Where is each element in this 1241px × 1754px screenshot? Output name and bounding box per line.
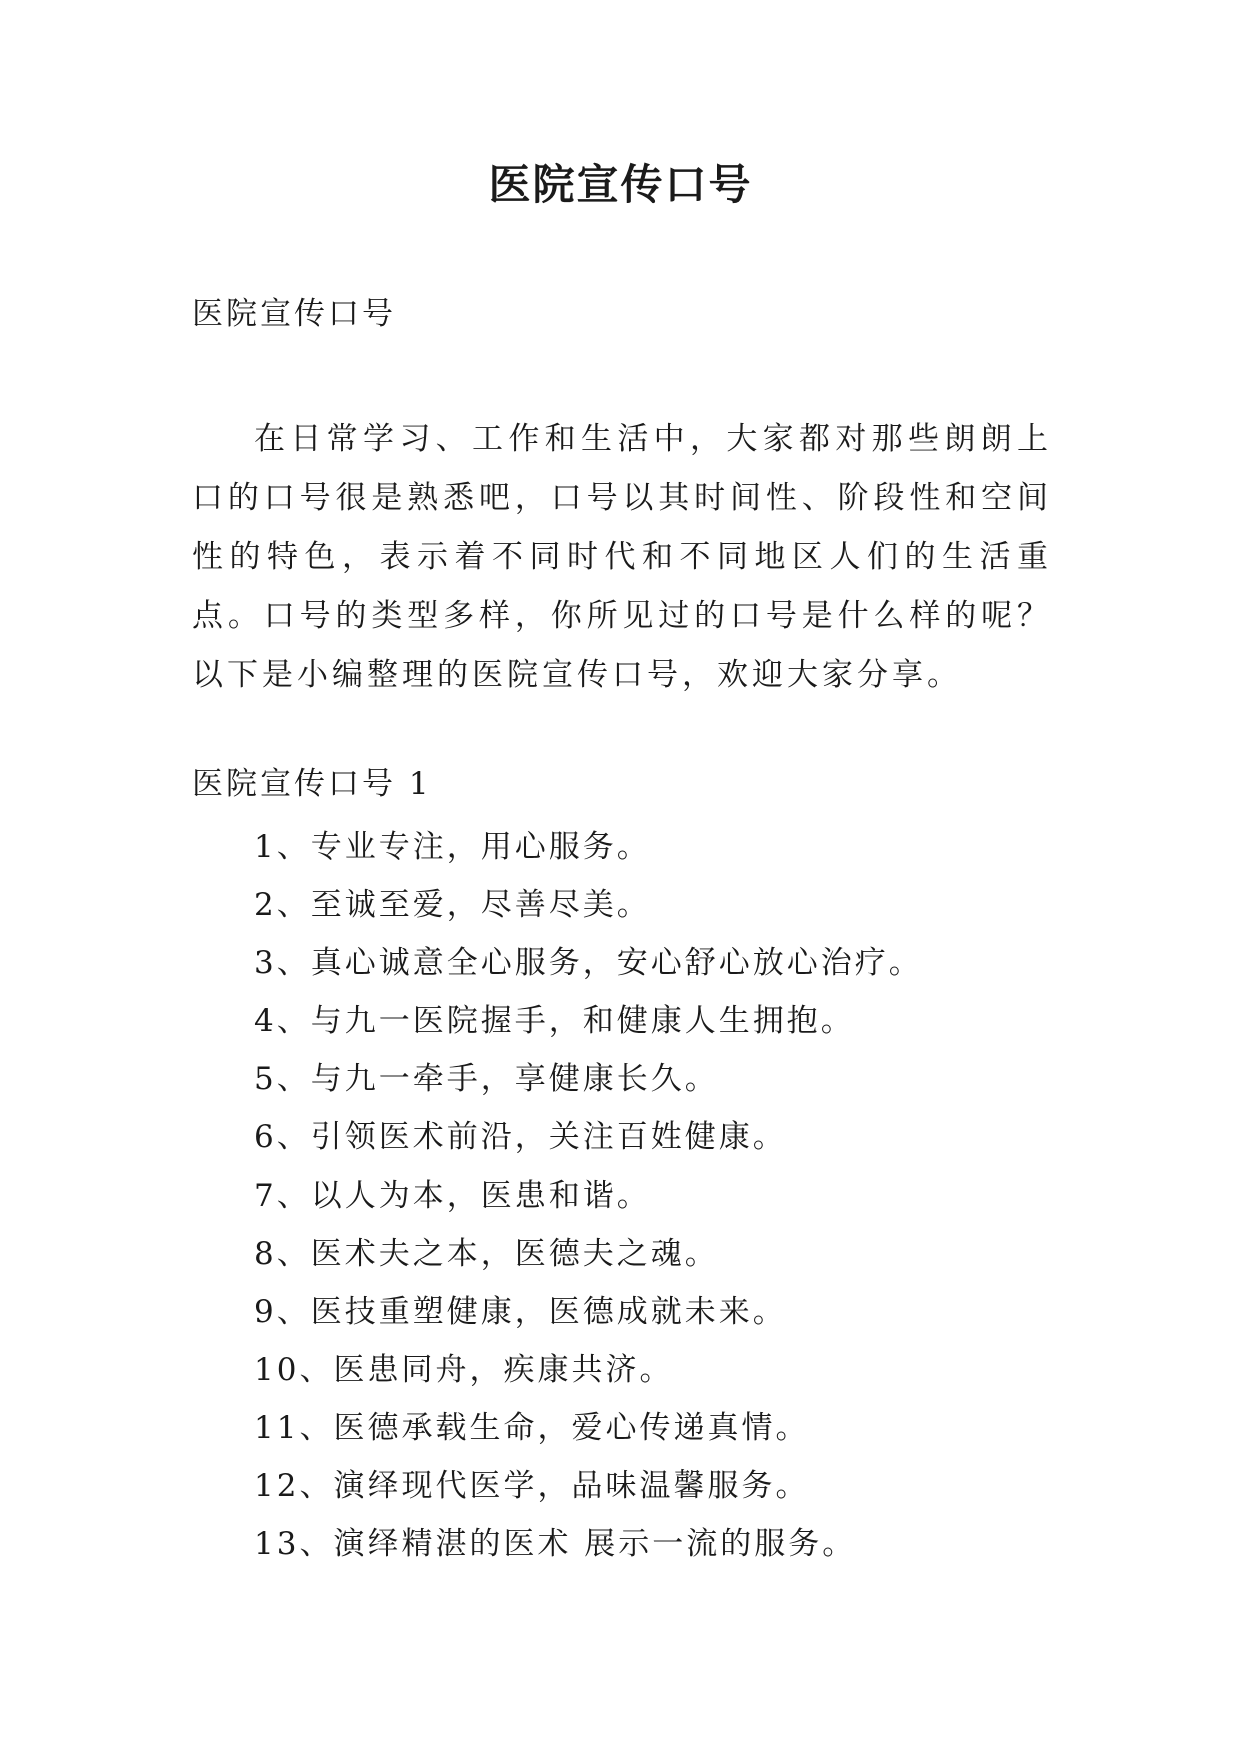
slogan-list [254,818,923,1573]
slogan-item: 11、医德承载生命，爱心传递真情。 [254,1409,810,1446]
document-subtitle: 医院宣传口号 [192,296,396,332]
slogan-item: 6、引领医术前沿，关注百姓健康。 [254,1119,787,1156]
slogan-item: 9、医技重塑健康，医德成就未来。 [254,1293,787,1330]
slogan-item: 12、演绎现代医学，品味温馨服务。 [254,1468,810,1505]
slogan-item: 10、医患同舟，疾康共济。 [254,1351,674,1388]
slogan-item: 2、至诚至爱，尽善尽美。 [254,887,651,924]
slogan-item: 3、真心诚意全心服务，安心舒心放心治疗。 [254,945,923,982]
slogan-item: 7、以人为本，医患和谐。 [254,1177,651,1214]
document-title: 医院宣传口号 [488,160,753,209]
intro-paragraph: 在日常学习、工作和生活中，大家都对那些朗朗上口的口号很是熟悉吧，口号以其时间性、阶段性和空间性的特色，表示着不同时代和不同地区人们的生活重点。口号的类型多样，你所见过的口号是什么样的呢？以下是小编整理的医院宣传口号，欢迎大家分享。 [192,421,1052,693]
slogan-item: 13、演绎精湛的医术 展示一流的服务。 [254,1526,857,1563]
section-heading: 医院宣传口号 1 [192,766,432,802]
slogan-item: 8、医术夫之本，医德夫之魂。 [254,1235,719,1272]
slogan-item: 5、与九一牵手，享健康长久。 [254,1061,719,1098]
slogan-item: 4、与九一医院握手，和健康人生拥抱。 [254,1003,855,1040]
slogan-item: 1、专业专注，用心服务。 [254,829,651,865]
